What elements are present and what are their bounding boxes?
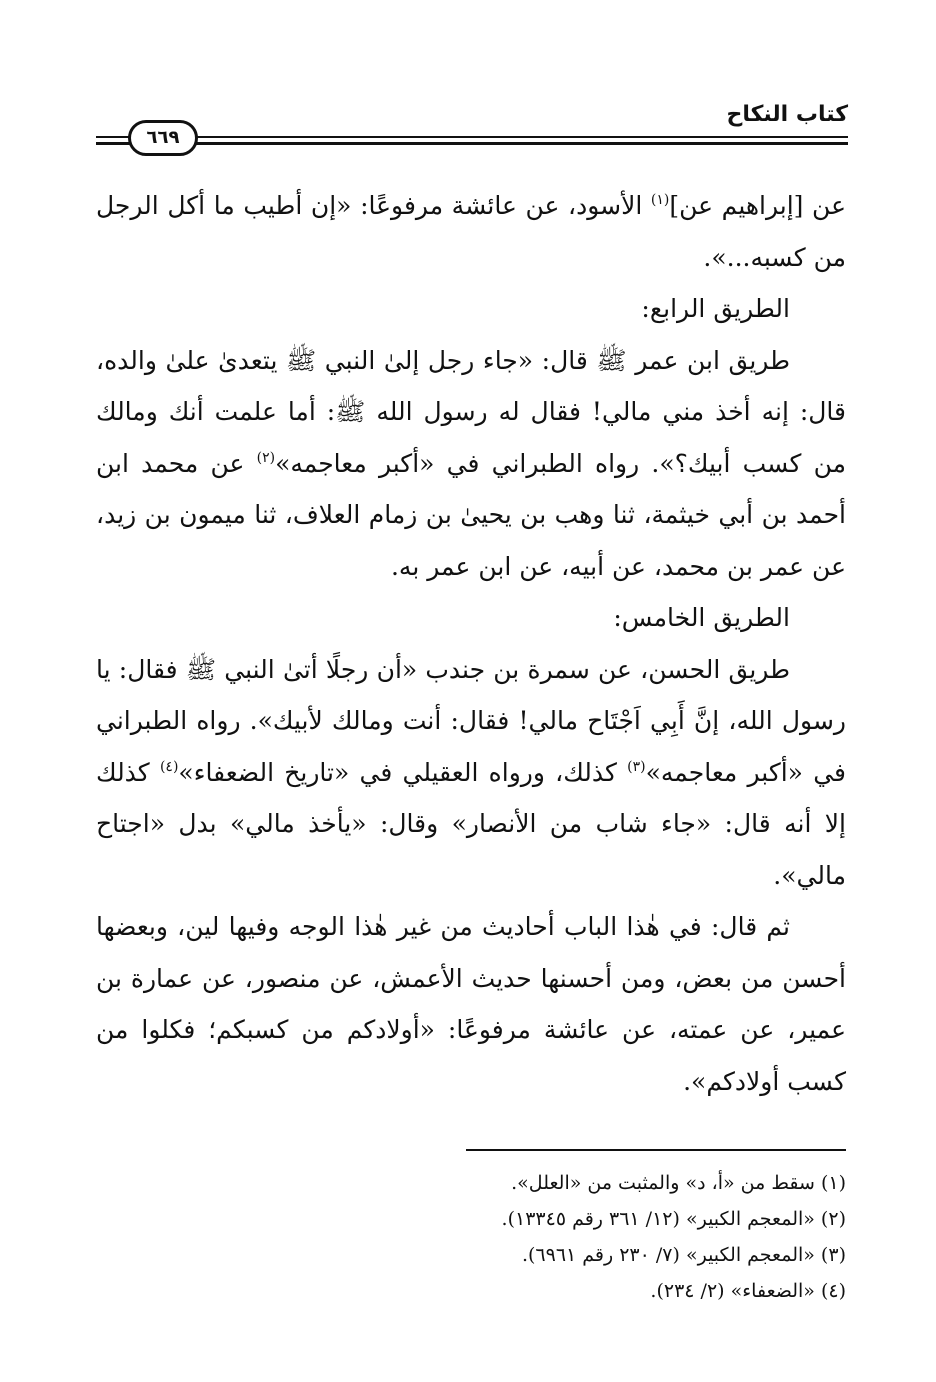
book-title: كتاب النكاح <box>726 102 848 127</box>
header-rule-thin <box>96 136 848 138</box>
heading-fourth-way <box>96 283 846 335</box>
text-run: عن [إبراهيم عن] <box>669 191 846 220</box>
page-number: ٦٦٩ <box>128 120 198 156</box>
text-run: كذلك إلا أنه قال: «جاء شاب من الأنصار» وقال: «يأخذ مالي» بدل «اجتاح مالي». <box>96 757 846 890</box>
footnote-ref-4: (٤) <box>159 758 179 775</box>
heading-text: الطريق الخامس: <box>613 603 790 632</box>
text-run: طريق ابن عمر ﷺ قال: «جاء رجل إلىٰ النبي ﷺ يتعدىٰ علىٰ والده، قال: إنه أخذ مني مالي! فقال له رسول الله ﷺ: أما علمت أنك ومالك من كسب أبيك؟». رواه الطبراني في «أكبر معاجمه» <box>96 345 846 478</box>
paragraph-6 <box>96 901 846 1107</box>
footnote-1: (١) سقط من «أ، د» والمثبت من «العلل». <box>511 1172 846 1194</box>
footnote-2: (٢) «المعجم الكبير» (١٢/ ٣٦١ رقم ١٣٣٤٥). <box>501 1208 846 1230</box>
paragraph-5 <box>96 644 846 902</box>
heading-fifth-way <box>96 592 846 644</box>
text-run: ثم قال: في هٰذا الباب أحاديث من غير هٰذا الوجه وفيها لين، وبعضها أحسن من بعض، ومن أحسنها حديث الأعمش، عن منصور، عن عمارة بن عمير، عن عمته، عن عائشة مرفوعًا: «أولادكم من كسبكم؛ فكلوا من كسب أولادكم». <box>96 912 846 1096</box>
footnote-ref-3: (٣) <box>627 758 646 775</box>
paragraph-3 <box>96 335 846 593</box>
footnote-3: (٣) «المعجم الكبير» (٧/ ٢٣٠ رقم ٦٩٦١). <box>521 1244 846 1266</box>
footnote-ref-2: (٢) <box>256 449 276 466</box>
main-text <box>96 180 846 1107</box>
footnotes <box>246 1165 846 1309</box>
footnote-4: (٤) «الضعفاء» (٢/ ٢٣٤). <box>650 1280 846 1302</box>
heading-text: الطريق الرابع: <box>641 294 790 323</box>
paragraph-1 <box>96 180 846 283</box>
header-rule-thick <box>96 142 848 145</box>
text-run: طريق الحسن، عن سمرة بن جندب «أن رجلًا أتىٰ النبي ﷺ فقال: يا رسول الله، إنَّ أَبِي اَجْتَاح مالي! فقال: أنت ومالك لأبيك». رواه الطبراني في «أكبر معاجمه» <box>96 654 846 787</box>
footnote-ref-1: (١) <box>650 192 670 208</box>
page-header <box>96 100 848 160</box>
text-run: عن محمد ابن أحمد بن أبي خيثمة، ثنا وهب بن يحيىٰ بن زمام العلاف، ثنا ميمون بن زيد، عن عمر بن محمد، عن أبيه، عن ابن عمر به. <box>96 448 846 581</box>
text-run: كذلك، ورواه العقيلي في «تاريخ الضعفاء» <box>178 757 628 787</box>
text-run: الأسود، عن عائشة مرفوعًا: «إن أطيب ما أكل الرجل من كسبه...». <box>96 191 846 272</box>
footnote-divider <box>466 1149 846 1151</box>
